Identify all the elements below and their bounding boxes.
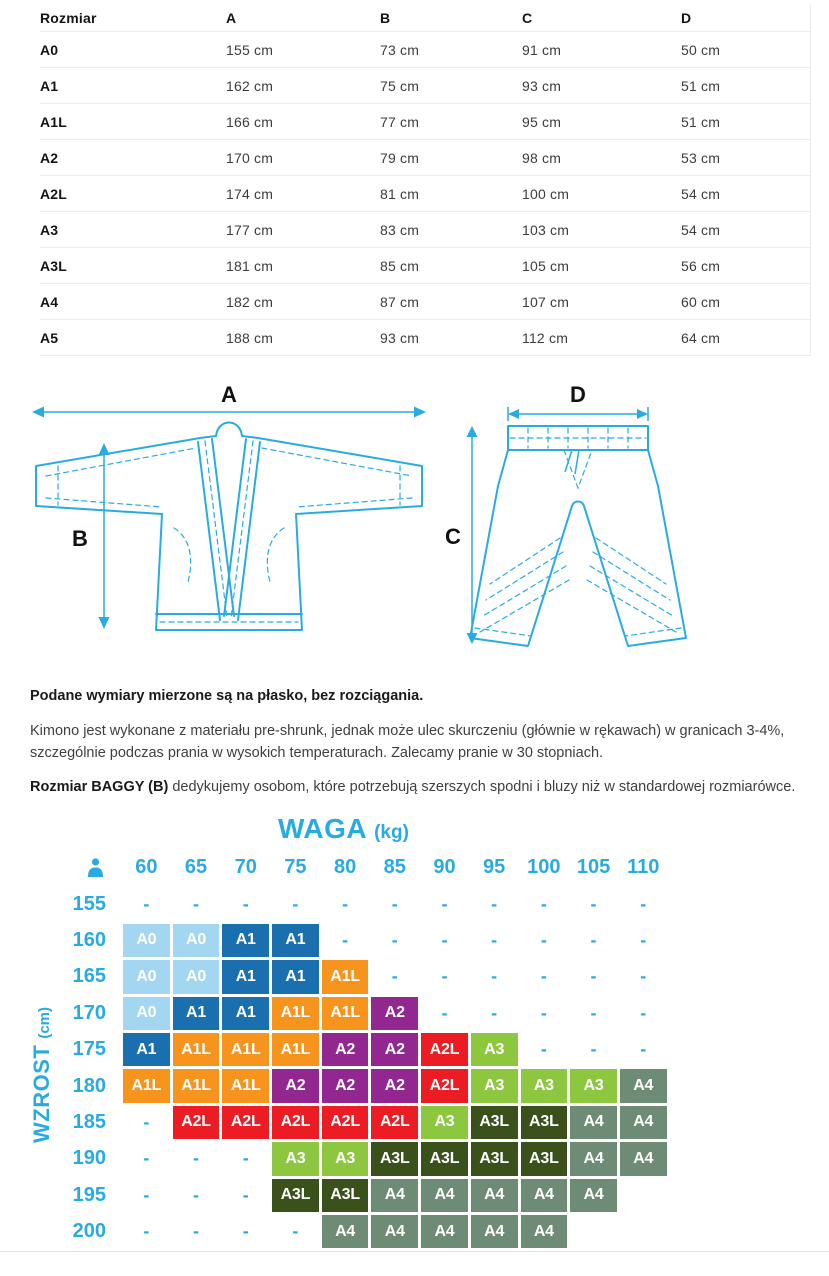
matrix-empty-cell: - <box>342 929 349 950</box>
person-icon <box>87 858 104 877</box>
weight-label: 70 <box>234 856 257 879</box>
size-table-body <box>40 32 810 356</box>
measure-d: 51 cm <box>681 77 721 94</box>
height-label: 200 <box>72 1220 106 1243</box>
matrix-size-cell: A4 <box>620 1142 667 1175</box>
measure-b: 87 cm <box>380 293 420 310</box>
table-row <box>40 32 810 68</box>
measure-a: 181 cm <box>226 257 274 274</box>
matrix-empty-cell: - <box>193 1184 200 1205</box>
measurement-diagrams <box>24 386 829 671</box>
dim-label-a: A <box>221 386 237 407</box>
arrowhead-icon <box>99 443 110 455</box>
size-table <box>40 4 811 356</box>
size-name: A3L <box>40 257 68 274</box>
matrix-empty-cell: - <box>590 929 597 950</box>
matrix-empty-cell: - <box>391 929 398 950</box>
size-name: A1 <box>40 77 59 94</box>
table-row <box>40 176 810 212</box>
measure-b: 75 cm <box>380 77 420 94</box>
matrix-empty-cell: - <box>640 966 647 987</box>
weight-label: 110 <box>627 856 660 879</box>
weight-label: 80 <box>333 856 357 879</box>
measure-a: 162 cm <box>226 77 274 94</box>
weight-label: 65 <box>184 856 208 879</box>
table-row <box>40 104 810 140</box>
matrix-size-cell: A1L <box>322 997 369 1030</box>
arrowhead-icon <box>637 409 648 419</box>
matrix-empty-cell: - <box>143 1111 150 1132</box>
col-header-d: D <box>681 9 692 26</box>
matrix-size-cell: A2L <box>421 1069 468 1102</box>
matrix-size-cell: A3 <box>471 1033 518 1066</box>
matrix-size-cell: A4 <box>570 1142 617 1175</box>
matrix-size-cell: A3 <box>521 1069 568 1102</box>
measure-a: 170 cm <box>226 149 274 166</box>
weight-label: 105 <box>576 856 611 879</box>
matrix-size-cell: A1 <box>222 960 269 993</box>
matrix-size-cell: A4 <box>421 1179 468 1212</box>
matrix-size-cell: A3L <box>471 1142 518 1175</box>
weight-label: 95 <box>483 856 506 879</box>
matrix-empty-cell: - <box>441 966 448 987</box>
matrix-empty-cell: - <box>193 1148 200 1169</box>
matrix-size-cell: A4 <box>521 1179 568 1212</box>
notes-section <box>30 686 808 799</box>
matrix-size-cell: A1L <box>222 1033 269 1066</box>
matrix-empty-cell: - <box>342 893 349 914</box>
matrix-empty-cell: - <box>143 893 150 914</box>
dim-label-d: D <box>570 386 586 407</box>
matrix-size-cell: A1 <box>272 960 319 993</box>
matrix-size-cell: A2L <box>421 1033 468 1066</box>
matrix-empty-cell: - <box>292 893 299 914</box>
measure-b: 73 cm <box>380 41 420 58</box>
measure-c: 98 cm <box>522 149 562 166</box>
matrix-empty-cell: - <box>590 1002 597 1023</box>
matrix-empty-cell: - <box>491 929 498 950</box>
measure-b: 83 cm <box>380 221 420 238</box>
size-name: A4 <box>40 293 59 310</box>
weight-label: 90 <box>433 856 456 879</box>
matrix-size-cell: A1L <box>123 1069 170 1102</box>
matrix-size-cell: A2L <box>222 1106 269 1139</box>
size-name: A2 <box>40 149 59 166</box>
baggy-note-bold: Rozmiar BAGGY (B) <box>30 779 169 796</box>
measure-b: 81 cm <box>380 185 420 202</box>
matrix-size-cell: A3 <box>421 1106 468 1139</box>
matrix-empty-cell: - <box>540 893 547 914</box>
matrix-size-cell: A4 <box>570 1179 617 1212</box>
weight-axis-title-text: WAGA <box>278 813 368 844</box>
weight-axis-unit: (kg) <box>374 822 409 843</box>
size-name: A0 <box>40 41 59 58</box>
measure-a: 177 cm <box>226 221 274 238</box>
matrix-empty-cell: - <box>590 893 597 914</box>
matrix-empty-cell: - <box>441 929 448 950</box>
matrix-size-cell: A3L <box>521 1106 568 1139</box>
size-table-header <box>40 4 810 32</box>
matrix-empty-cell: - <box>193 893 200 914</box>
matrix-blank-cell <box>620 1215 667 1248</box>
weight-label: 60 <box>135 856 158 879</box>
matrix-size-cell: A3L <box>421 1142 468 1175</box>
matrix-empty-cell: - <box>491 1002 498 1023</box>
matrix-size-cell: A1L <box>322 960 369 993</box>
size-name: A2L <box>40 185 68 202</box>
measure-b: 93 cm <box>380 329 420 346</box>
measure-c: 91 cm <box>522 41 562 58</box>
matrix-empty-cell: - <box>441 1002 448 1023</box>
height-axis-title-text: WZROST <box>29 1044 54 1143</box>
measure-c: 105 cm <box>522 257 570 274</box>
table-row <box>40 140 810 176</box>
measure-c: 103 cm <box>522 221 570 238</box>
weight-axis-title <box>278 813 829 851</box>
matrix-size-cell: A1 <box>222 924 269 957</box>
matrix-size-cell: A1L <box>272 1033 319 1066</box>
bottom-divider <box>0 1251 829 1252</box>
matrix-size-cell: A1 <box>272 924 319 957</box>
person-icon-cell <box>62 851 120 884</box>
matrix-empty-cell: - <box>590 1039 597 1060</box>
matrix-empty-cell: - <box>540 1002 547 1023</box>
matrix-size-cell: A4 <box>620 1069 667 1102</box>
matrix-size-cell: A2L <box>272 1106 319 1139</box>
matrix-empty-cell: - <box>143 1221 150 1242</box>
measure-note: Podane wymiary mierzone są na płasko, bez rozciągania. <box>30 688 424 704</box>
measure-d: 53 cm <box>681 149 721 166</box>
matrix-size-cell: A0 <box>173 960 220 993</box>
matrix-empty-cell: - <box>640 893 647 914</box>
height-axis-title <box>29 975 59 1175</box>
matrix-size-cell: A0 <box>123 924 170 957</box>
measure-a: 174 cm <box>226 185 274 202</box>
height-label: 175 <box>72 1038 106 1061</box>
matrix-size-cell: A1 <box>123 1033 170 1066</box>
matrix-empty-cell: - <box>640 1002 647 1023</box>
matrix-size-cell: A3 <box>471 1069 518 1102</box>
weight-label: 85 <box>383 856 406 879</box>
arrowhead-icon <box>467 426 478 437</box>
measure-b: 77 cm <box>380 113 420 130</box>
measure-b: 79 cm <box>380 149 420 166</box>
measure-a: 166 cm <box>226 113 274 130</box>
matrix-size-cell: A3L <box>322 1179 369 1212</box>
matrix-size-cell: A4 <box>521 1215 568 1248</box>
baggy-note <box>30 777 808 799</box>
matrix-size-cell: A2 <box>371 1033 418 1066</box>
matrix-empty-cell: - <box>143 1148 150 1169</box>
dim-label-b: B <box>72 526 88 551</box>
matrix-blank-cell <box>620 1179 667 1212</box>
measure-b: 85 cm <box>380 257 420 274</box>
measure-a: 188 cm <box>226 329 274 346</box>
matrix-size-cell: A4 <box>371 1179 418 1212</box>
height-label: 180 <box>72 1074 106 1097</box>
arrowhead-icon <box>508 409 519 419</box>
matrix-size-cell: A3 <box>570 1069 617 1102</box>
matrix-size-cell: A1L <box>222 1069 269 1102</box>
col-header-b: B <box>380 9 391 26</box>
measure-d: 54 cm <box>681 221 721 238</box>
measure-d: 50 cm <box>681 41 721 58</box>
size-matrix-section <box>0 813 829 1248</box>
matrix-size-cell: A4 <box>322 1215 369 1248</box>
height-label: 170 <box>72 1001 106 1024</box>
matrix-empty-cell: - <box>441 893 448 914</box>
measure-c: 93 cm <box>522 77 562 94</box>
table-row <box>40 284 810 320</box>
matrix-size-cell: A2L <box>371 1106 418 1139</box>
matrix-empty-cell: - <box>242 1148 249 1169</box>
matrix-empty-cell: - <box>292 1221 299 1242</box>
matrix-size-cell: A3L <box>521 1142 568 1175</box>
measure-d: 54 cm <box>681 185 721 202</box>
height-label: 160 <box>72 928 106 951</box>
matrix-size-cell: A1 <box>173 997 220 1030</box>
matrix-size-cell: A1L <box>173 1033 220 1066</box>
pants-diagram <box>442 386 692 671</box>
matrix-size-cell: A4 <box>421 1215 468 1248</box>
measure-d: 56 cm <box>681 257 721 274</box>
size-matrix <box>62 851 829 1248</box>
height-label: 185 <box>72 1110 106 1133</box>
col-header-c: C <box>522 9 533 26</box>
measure-a: 155 cm <box>226 41 274 58</box>
baggy-note-text: dedykujemy osobom, które potrzebują szerszych spodni i bluzy niż w standardowej rozmiarówce. <box>168 779 796 796</box>
height-label: 165 <box>72 965 106 988</box>
dim-label-c: C <box>445 524 461 549</box>
matrix-size-cell: A0 <box>123 997 170 1030</box>
table-row <box>40 212 810 248</box>
matrix-size-cell: A2 <box>322 1033 369 1066</box>
matrix-size-cell: A2L <box>173 1106 220 1139</box>
matrix-size-cell: A3 <box>272 1142 319 1175</box>
matrix-size-cell: A0 <box>123 960 170 993</box>
matrix-size-cell: A2 <box>272 1069 319 1102</box>
matrix-empty-cell: - <box>540 929 547 950</box>
measure-c: 112 cm <box>522 329 569 346</box>
matrix-empty-cell: - <box>491 966 498 987</box>
matrix-size-cell: A3 <box>322 1142 369 1175</box>
size-name: A3 <box>40 221 59 238</box>
matrix-empty-cell: - <box>590 966 597 987</box>
measure-d: 64 cm <box>681 329 721 346</box>
matrix-size-cell: A4 <box>371 1215 418 1248</box>
arrowhead-icon <box>99 617 110 629</box>
matrix-empty-cell: - <box>540 1039 547 1060</box>
table-row <box>40 68 810 104</box>
matrix-empty-cell: - <box>540 966 547 987</box>
matrix-size-cell: A4 <box>471 1179 518 1212</box>
height-axis-unit: (cm) <box>36 1007 53 1039</box>
height-label: 195 <box>72 1183 106 1206</box>
table-row <box>40 320 810 356</box>
measure-d: 51 cm <box>681 113 721 130</box>
matrix-size-cell: A3L <box>471 1106 518 1139</box>
matrix-size-cell: A2 <box>371 997 418 1030</box>
weight-label: 100 <box>527 856 561 879</box>
weight-label: 75 <box>284 856 307 879</box>
col-header-a: A <box>226 9 237 26</box>
matrix-size-cell: A2L <box>322 1106 369 1139</box>
size-name: A1L <box>40 113 68 130</box>
matrix-size-cell: A4 <box>471 1215 518 1248</box>
matrix-size-cell: A1L <box>272 997 319 1030</box>
arrowhead-icon <box>32 407 44 418</box>
measure-d: 60 cm <box>681 293 721 310</box>
matrix-size-cell: A1L <box>173 1069 220 1102</box>
matrix-size-cell: A4 <box>620 1106 667 1139</box>
height-label: 190 <box>72 1147 106 1170</box>
col-header-rozmiar: Rozmiar <box>40 9 97 26</box>
measure-c: 100 cm <box>522 185 570 202</box>
matrix-empty-cell: - <box>193 1221 200 1242</box>
matrix-size-cell: A3L <box>272 1179 319 1212</box>
table-row <box>40 248 810 284</box>
matrix-size-cell: A0 <box>173 924 220 957</box>
measure-c: 95 cm <box>522 113 562 130</box>
matrix-size-cell: A2 <box>371 1069 418 1102</box>
matrix-blank-cell <box>570 1215 617 1248</box>
matrix-empty-cell: - <box>242 893 249 914</box>
measure-a: 182 cm <box>226 293 274 310</box>
matrix-empty-cell: - <box>640 929 647 950</box>
matrix-empty-cell: - <box>391 966 398 987</box>
jacket-diagram <box>24 386 434 658</box>
matrix-size-cell: A3L <box>371 1142 418 1175</box>
arrowhead-icon <box>414 407 426 418</box>
matrix-size-cell: A4 <box>570 1106 617 1139</box>
matrix-empty-cell: - <box>242 1184 249 1205</box>
size-name: A5 <box>40 329 59 346</box>
matrix-empty-cell: - <box>242 1221 249 1242</box>
matrix-empty-cell: - <box>640 1039 647 1060</box>
matrix-empty-cell: - <box>143 1184 150 1205</box>
shrink-note: Kimono jest wykonane z materiału pre-shrunk, jednak może ulec skurczeniu (głównie w rękawach) w granicach 3-4%, szczególnie podczas prania w wysokich temperaturach. Zalecamy pranie w 30 stopniach. <box>30 722 785 761</box>
matrix-size-cell: A1 <box>222 997 269 1030</box>
measure-c: 107 cm <box>522 293 570 310</box>
height-label: 155 <box>72 892 106 915</box>
matrix-size-cell: A2 <box>322 1069 369 1102</box>
matrix-empty-cell: - <box>491 893 498 914</box>
matrix-empty-cell: - <box>391 893 398 914</box>
